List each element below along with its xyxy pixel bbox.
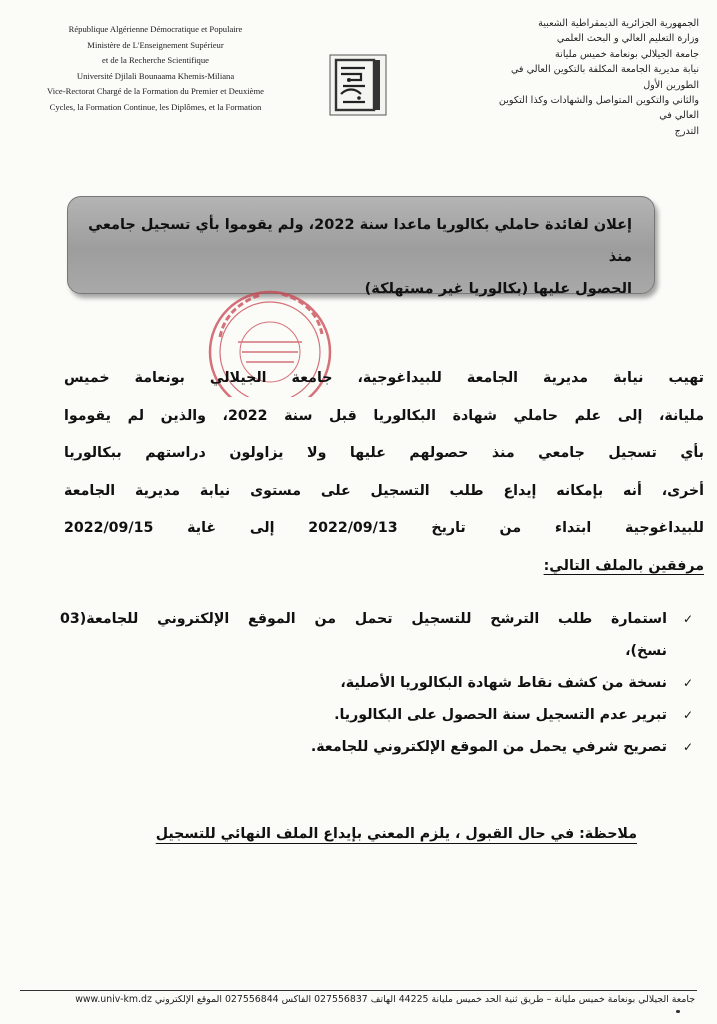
announcement-body: [64, 360, 704, 586]
header-ar-line: جامعة الجيلالي بونعامة خميس مليانة: [555, 48, 699, 60]
body-line: مليانة، إلى علم حاملي شهادة البكالوريا قبل سنة 2022، والذين لم يقوموا: [64, 407, 704, 424]
body-line: أخرى، أنه بإمكانه إيداع طلب التسجيل على مستوى نيابة مديرية الجامعة: [64, 482, 704, 499]
check-icon: ✓: [682, 676, 693, 690]
list-item-text: تصريح شرفي يحمل من الموقع الإلكتروني للجامعة.: [310, 739, 667, 755]
scan-speck: [676, 1010, 680, 1013]
attachments-heading: مرفقين بالملف التالي:: [543, 557, 704, 574]
header-fr-line: Vice-Rectorat Chargé de la Formation du Premier et Deuxième: [47, 86, 264, 97]
list-item-continuation: [60, 635, 693, 667]
list-item-text: تبرير عدم التسجيل سنة الحصول على البكالوريا.: [334, 707, 667, 723]
header-ar-line: وزارة التعليم العالي و البحث العلمي: [556, 33, 699, 45]
header-french: [18, 22, 293, 116]
list-item-text: نسخ)،: [625, 643, 667, 659]
list-item: [60, 699, 693, 731]
footer-divider: [20, 990, 697, 991]
list-item: [60, 603, 693, 635]
header-fr-line: Cycles, la Formation Continue, les Diplômes, et la Formation: [49, 101, 262, 112]
documents-list: [60, 603, 693, 763]
footer-contact: جامعة الجيلالي بونعامة خميس مليانة – طريق ثنية الحد خميس مليانة 44225 الهاتف 027556837 الفاكس 027556844 الموقع الإلكتروني www.univ-km.dz: [75, 994, 695, 1005]
body-line: بأي تسجيل جامعي منذ حصولهم عليها ولا يزاولون دراستهم ببكالوريا: [64, 445, 704, 462]
list-item: [60, 731, 693, 763]
header-fr-line: Ministère de L'Enseignement Supérieur: [87, 39, 224, 50]
list-item: [60, 667, 693, 699]
list-item-text: استمارة طلب الترشح للتسجيل تحمل من الموقع الإلكتروني للجامعة(03: [60, 611, 667, 627]
header-ar-line: التدرج: [674, 125, 699, 137]
date-from: 2022/09/13: [308, 520, 398, 537]
header-fr-line: Université Djilali Bounaama Khemis-Miliana: [76, 70, 235, 81]
header-ar-line: والثاني والتكوين المتواصل والشهادات وكذا التكوين العالي في: [498, 95, 699, 122]
list-item-text: نسخة من كشف نقاط شهادة البكالوريا الأصلية،: [340, 675, 667, 691]
announcement-title: [86, 209, 632, 305]
header-fr-line: République Algérienne Démocratique et Populaire: [68, 24, 243, 34]
body-text: للبيداغوجية ابتداء من تاريخ: [431, 520, 704, 537]
body-line: تهيب نيابة مديرية الجامعة للبيداغوجية، جامعة الجيلالي بونعامة خميس: [64, 370, 704, 386]
university-logo: [329, 54, 387, 116]
body-text: إلى غاية: [187, 520, 275, 537]
date-to: 2022/09/15: [64, 520, 154, 537]
announcement-title-line: الحصول عليها (بكالوريا غير مستهلكة): [364, 281, 632, 297]
note: ملاحظة: في حال القبول ، يلزم المعني بإيداع الملف النهائي للتسجيل: [155, 826, 637, 842]
header-ar-line: الجمهورية الجزائرية الديمقراطية الشعبية: [538, 18, 699, 29]
check-icon: ✓: [682, 708, 693, 722]
announcement-banner: [67, 196, 655, 297]
header-ar-line: نيابة مديرية الجامعة المكلفة بالتكوين العالي في الطورين الأول: [510, 64, 699, 91]
check-icon: ✓: [682, 740, 693, 754]
check-icon: ✓: [682, 612, 693, 626]
announcement-title-line: إعلان لفائدة حاملي بكالوريا ماعدا سنة 2022، ولم يقوموا بأي تسجيل جامعي منذ: [88, 217, 632, 265]
header-fr-line: et de la Recherche Scientifique: [102, 55, 209, 66]
body-line-dates: [64, 510, 704, 548]
header-arabic: [494, 16, 699, 139]
